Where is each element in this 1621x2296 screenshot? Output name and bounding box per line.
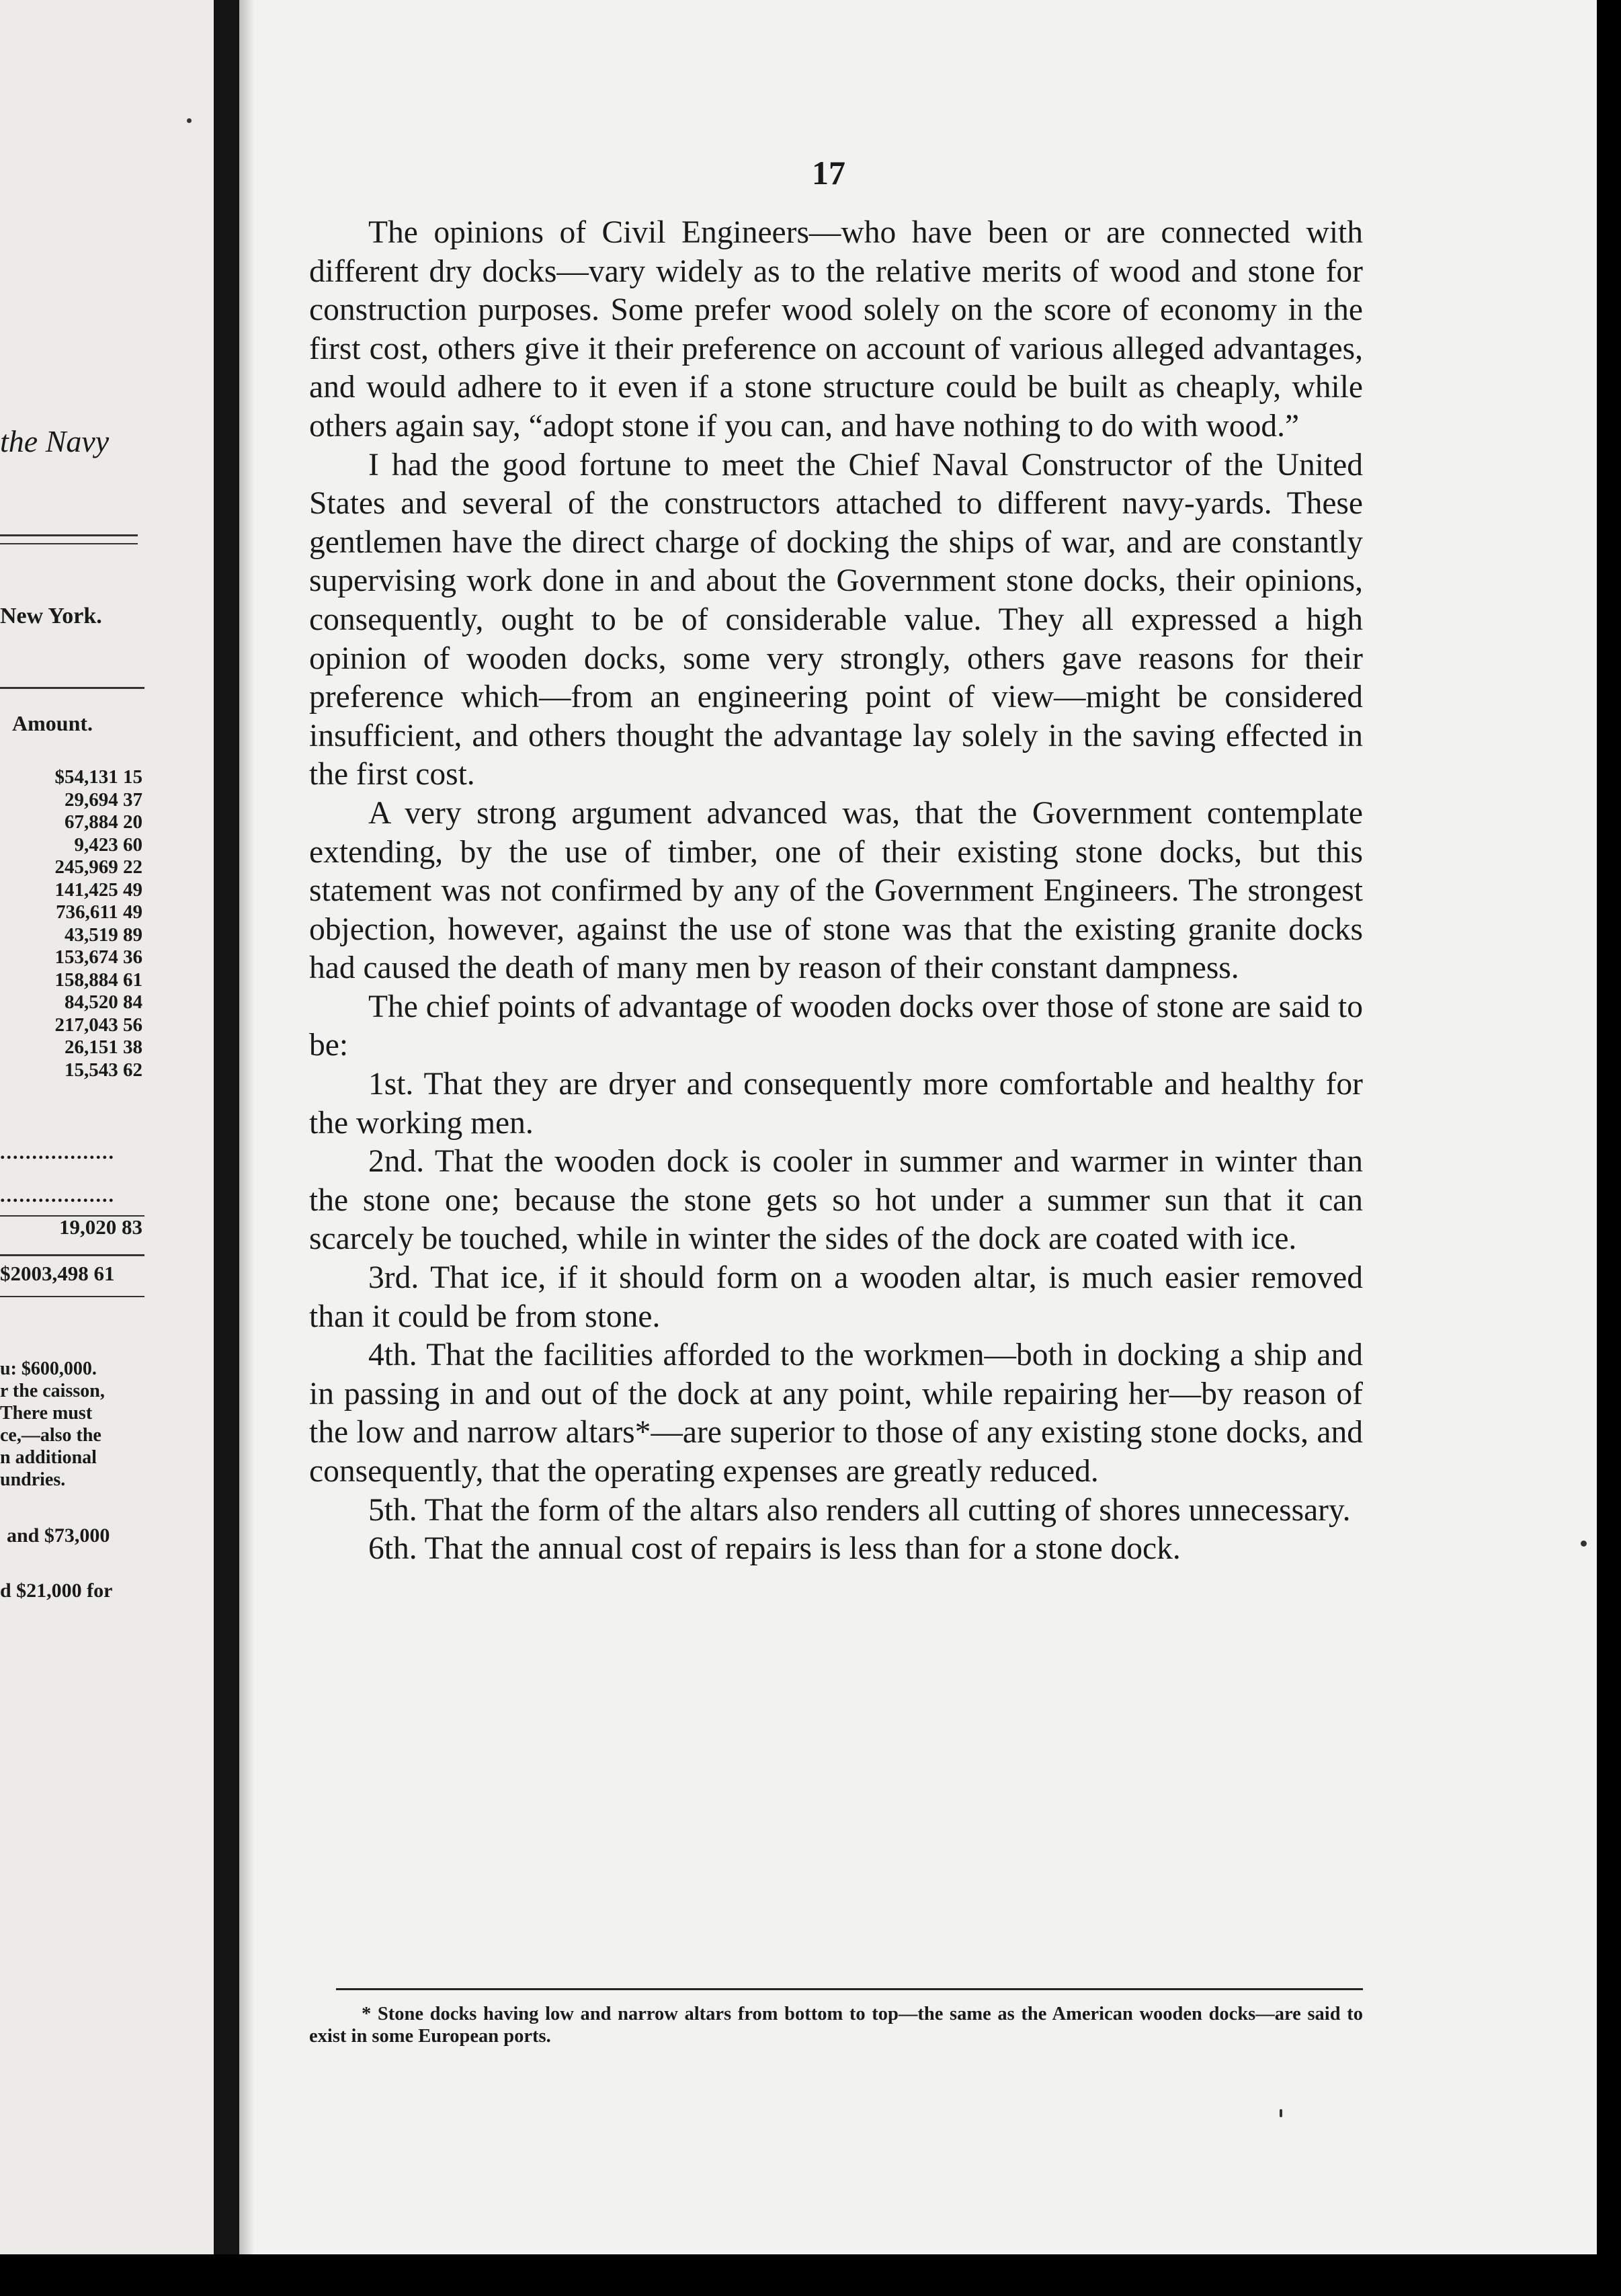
numbered-point: 4th. That the facilities afforded to the workmen—both in docking a ship and in passing in and out of the dock at any point, while repairing her—by reason of the low and narrow altars*—are superior to those of any existing stone docks, and consequently, that the operating expenses are greatly reduced. bbox=[309, 1338, 1363, 1489]
paragraph: The opinions of Civil Engineers—who have been or are connected with different dry docks—vary widely as to the relative merits of wood and stone for construction purposes. Some prefer wood solely on the score of economy in the first cost, others give it their preference on account of various alleged advantages, and would adhere to it even if a stone structure could be built as cheaply, while others again say, “adopt stone if you can, and have nothing to do with wood.” bbox=[309, 215, 1363, 444]
amount-value: 217,043 56 bbox=[54, 1014, 142, 1036]
note-line: u: $600,000. bbox=[0, 1358, 97, 1379]
amount-value: 26,151 38 bbox=[65, 1036, 142, 1058]
amount-value: 158,884 61 bbox=[54, 969, 142, 991]
paragraph: A very strong argument advanced was, that the Government contemplate extending, by the use of timber, one of their existing stone docks, but this statement was not confirmed by any of the Government Engineers. The strongest objection, however, against the use of stone was that the existing granite docks had caused the death of many men by reason of their constant dampness. bbox=[309, 795, 1363, 986]
amount-value: 84,520 84 bbox=[65, 991, 142, 1013]
paragraph: I had the good fortune to meet the Chief Naval Constructor of the United States and several of the constructors attached to different navy-yards. These gentlemen have the direct charge of docking the ships of war, and are constantly supervising work done in and about the Government stone docks, their opinions, consequently, ought to be of considerable value. They all expressed a high opinion of wooden docks, some very strongly, others gave reasons for their preference which—from an engineering point of view—might be considered insufficient, and others thought the advantage lay solely in the saving effected in the first cost. bbox=[309, 447, 1363, 792]
scan-speck bbox=[1581, 1541, 1587, 1547]
amount-value: 153,674 36 bbox=[54, 946, 142, 968]
note-line: n additional bbox=[0, 1447, 97, 1468]
note-line: d $21,000 for bbox=[0, 1580, 113, 1602]
amount-value: 245,969 22 bbox=[54, 856, 142, 878]
scan-speck bbox=[1280, 2109, 1282, 2117]
footnote: * Stone docks having low and narrow altars from bottom to top—the same as the American wooden docks—are said to exist in some European ports. bbox=[309, 2004, 1363, 2047]
amount-column-header: Amount. bbox=[12, 711, 93, 735]
left-page-rule bbox=[0, 1296, 144, 1297]
page-number: 17 bbox=[812, 154, 845, 192]
note-line: and $73,000 bbox=[7, 1524, 110, 1547]
amount-value: 736,611 49 bbox=[56, 901, 142, 923]
left-page-location: New York. bbox=[0, 604, 102, 628]
left-page-heading: the Navy bbox=[0, 424, 110, 458]
left-page-rule bbox=[0, 1254, 144, 1256]
gutter-shadow bbox=[239, 0, 254, 2254]
left-page-notes bbox=[0, 1358, 161, 1491]
left-page-rule bbox=[0, 534, 138, 536]
book-gutter bbox=[214, 0, 239, 2254]
body-text bbox=[309, 214, 1363, 1569]
note-line: There must bbox=[0, 1403, 93, 1424]
numbered-point: 3rd. That ice, if it should form on a wooden altar, is much easier removed than it could be from stone. bbox=[309, 1260, 1363, 1334]
amount-value: 141,425 49 bbox=[54, 878, 142, 901]
footnote-rule bbox=[336, 1988, 1363, 1990]
left-page-rule bbox=[0, 687, 144, 689]
numbered-point: 5th. That the form of the altars also renders all cutting of shores unnecessary. bbox=[368, 1492, 1351, 1528]
amount-value: 67,884 20 bbox=[65, 811, 142, 833]
paragraph: The chief points of advantage of wooden docks over those of stone are said to be: bbox=[309, 989, 1363, 1063]
left-page-rule bbox=[0, 543, 138, 544]
numbered-point: 6th. That the annual cost of repairs is less than for a stone dock. bbox=[368, 1531, 1181, 1567]
amount-value: 9,423 60 bbox=[74, 833, 142, 856]
numbered-point: 1st. That they are dryer and consequently more comfortable and healthy for the working men. bbox=[309, 1067, 1363, 1141]
dot-leader: .................. bbox=[0, 1141, 115, 1163]
subtotal-value: 19,020 83 bbox=[59, 1215, 142, 1239]
dot-leader: .................. bbox=[0, 1184, 115, 1206]
left-page-fragment bbox=[0, 0, 214, 2254]
scan-border bbox=[1597, 0, 1621, 2296]
note-line: r the caisson, bbox=[0, 1381, 105, 1401]
scan-speck bbox=[187, 118, 192, 123]
note-line: undries. bbox=[0, 1469, 66, 1490]
amount-value: $54,131 15 bbox=[54, 766, 142, 788]
numbered-point: 2nd. That the wooden dock is cooler in summer and warmer in winter than the stone one; because the stone gets so hot under a summer sun that it can scarcely be touched, while in winter the sides of the dock are coated with ice. bbox=[309, 1144, 1363, 1257]
amount-value: 43,519 89 bbox=[65, 924, 142, 946]
amount-column bbox=[0, 766, 142, 1081]
amount-value: 15,543 62 bbox=[65, 1059, 142, 1081]
note-line: ce,—also the bbox=[0, 1425, 101, 1446]
amount-value: 29,694 37 bbox=[65, 788, 142, 811]
total-value: $2003,498 61 bbox=[0, 1262, 115, 1285]
